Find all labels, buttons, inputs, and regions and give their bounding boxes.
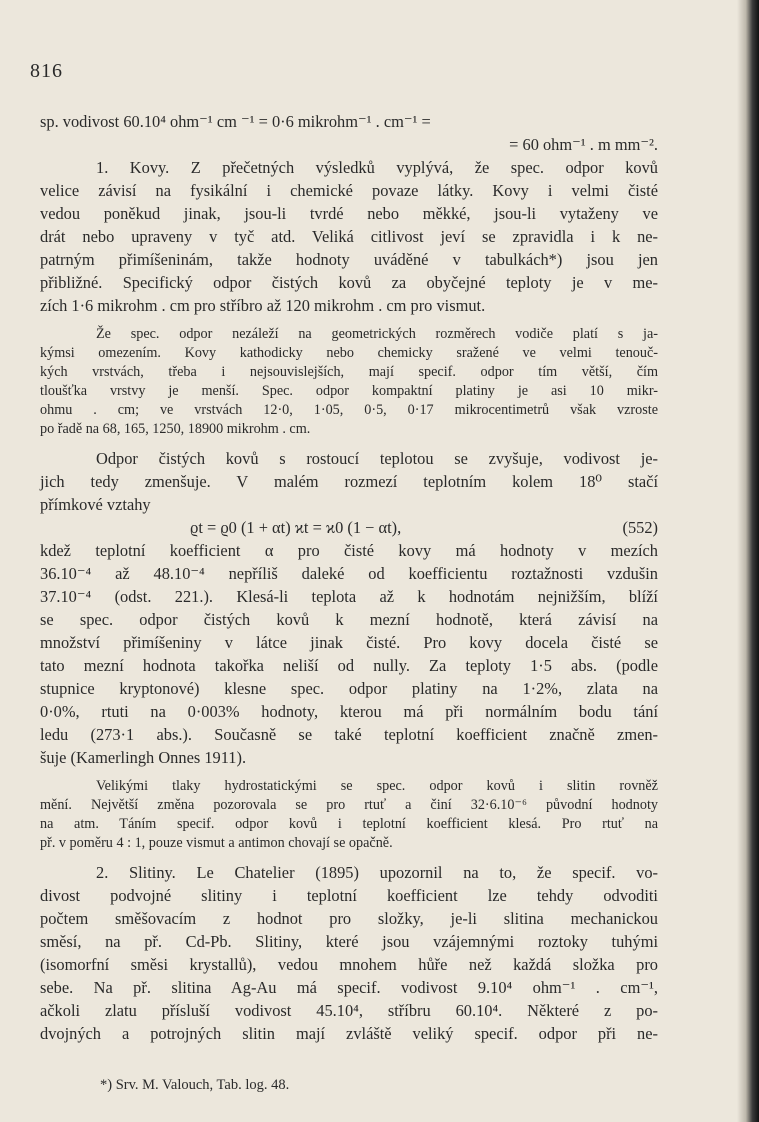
- text-line: [40, 133, 658, 156]
- line-text: přímkové vztahy: [40, 495, 151, 514]
- line-text: sp. vodivost 60.10⁴ ohm⁻¹ cm ⁻¹ = 0·6 mikrohm⁻¹ . cm⁻¹ =: [40, 112, 431, 131]
- line-text: směsí, na př. Cd-Pb. Slitiny, které jsou vzájemnými roztoky tuhými: [40, 932, 658, 951]
- text-line: [40, 562, 658, 585]
- line-text: zích 1·6 mikrohm . cm pro stříbro až 120 mikrohm . cm pro vismut.: [40, 296, 486, 315]
- text-line: [40, 447, 658, 470]
- line-text: jich tedy zmenšuje. V malém rozmezí teplotním kolem 18⁰ stačí: [40, 472, 658, 491]
- line-text: Velikými tlaky hydrostatickými se spec. odpor kovů i slitin rovněž: [96, 778, 658, 794]
- text-line: [40, 420, 658, 439]
- text-line: [40, 493, 658, 516]
- text-line: [40, 156, 658, 179]
- text-line: [40, 271, 658, 294]
- text-line: [40, 401, 658, 420]
- line-text: sebe. Na př. slitina Ag-Au má specif. vodivost 9.10⁴ ohm⁻¹ . cm⁻¹,: [40, 978, 658, 997]
- line-text: ačkoli zlatu přísluší vodivost 45.10⁴, stříbru 60.10⁴. Některé z po-: [40, 1001, 658, 1020]
- line-text: vedou poněkud jinak, jsou-li tvrdé nebo měkké, jsou-li vytaženy ve: [40, 204, 658, 223]
- line-text: ohmu . cm; ve vrstvách 12·0, 1·05, 0·5, 0·17 mikrocentimetrů však vzroste: [40, 402, 658, 418]
- line-text: Že spec. odpor nezáleží na geometrických rozměrech vodiče platí s ja-: [96, 326, 658, 342]
- equation-number: (552): [622, 518, 658, 537]
- text-line: [40, 815, 658, 834]
- line-text: kdež teplotní koefficient α pro čisté kovy má hodnoty v mezích: [40, 541, 658, 560]
- text-line: [40, 470, 658, 493]
- text-line: [40, 110, 658, 133]
- text-line: [40, 884, 658, 907]
- page-number: 816: [30, 60, 63, 82]
- line-text: stupnice kryptonové) klesne spec. odpor platiny na 1·2%, zlata na: [40, 679, 658, 698]
- text-line: [40, 654, 658, 677]
- line-text: počtem směšovacím z hodnot pro složky, je-li slitina mechanickou: [40, 909, 658, 928]
- text-line: [40, 861, 658, 884]
- text-line: [40, 631, 658, 654]
- line-text: kýmsi omezením. Kovy kathodicky nebo chemicky sražené ve velmi tenouč-: [40, 345, 658, 361]
- line-text: mění. Největší změna pozorovala se pro rtuť a činí 32·6.10⁻⁶ původní hodnoty: [40, 797, 658, 813]
- text-line: [40, 539, 658, 562]
- paragraph-gap: [40, 317, 658, 325]
- text-line: [40, 777, 658, 796]
- text-line: [40, 723, 658, 746]
- line-text: př. v poměru 4 : 1, pouze vismut a antimon chovají se opačně.: [40, 835, 393, 851]
- equation-line: [40, 516, 658, 539]
- paragraph-gap: [40, 853, 658, 861]
- text-line: [40, 746, 658, 769]
- line-text: (isomorfní směsi krystallů), vedou mnohem hůře než každá složka pro: [40, 955, 658, 974]
- line-text: ϱt = ϱ0 (1 + αt) ϰt = ϰ0 (1 − αt),: [190, 518, 402, 537]
- text-line: [40, 325, 658, 344]
- text-line: [40, 202, 658, 225]
- line-text: velice závisí na fysikální i chemické povaze látky. Kovy i velmi čisté: [40, 181, 658, 200]
- page-body: [40, 110, 658, 1045]
- text-line: [40, 907, 658, 930]
- text-line: [40, 294, 658, 317]
- text-line: [40, 796, 658, 815]
- line-text: přibližné. Specifický odpor čistých kovů za obyčejné teploty je v me-: [40, 273, 658, 292]
- line-text: patrným přimíšeninám, takže hodnoty uváděné v tabulkách*) jsou jen: [40, 250, 658, 269]
- line-text: Odpor čistých kovů s rostoucí teplotou se zvyšuje, vodivost je-: [96, 449, 658, 468]
- text-line: [40, 1022, 658, 1045]
- line-text: na atm. Táním specif. odpor kovů i teplotní koefficient klesá. Pro rtuť na: [40, 816, 658, 832]
- book-spine-shadow: [737, 0, 759, 1122]
- paragraph-gap: [40, 769, 658, 777]
- line-text: množství přimíšeniny v látce jinak čisté. Pro kovy docela čisté se: [40, 633, 658, 652]
- text-line: [40, 953, 658, 976]
- line-text: šuje (Kamerlingh Onnes 1911).: [40, 748, 247, 767]
- paragraph-gap: [40, 439, 658, 447]
- line-text: 36.10⁻⁴ až 48.10⁻⁴ nepříliš daleké od koefficientu roztažnosti vzdušin: [40, 564, 658, 583]
- line-text: drát nebo upraveny v tyč atd. Veliká citlivost jeví se zpravidla i k ne-: [40, 227, 658, 246]
- line-text: po řadě na 68, 165, 1250, 18900 mikrohm . cm.: [40, 421, 311, 437]
- text-line: [40, 363, 658, 382]
- text-line: [40, 248, 658, 271]
- line-text: se spec. odpor čistých kovů k mezní hodnotě, která závisí na: [40, 610, 658, 629]
- line-text: ledu (273·1 abs.). Současně se také teplotní koefficient značně zmen-: [40, 725, 658, 744]
- text-line: [40, 608, 658, 631]
- line-text: tloušťka vrstvy je menší. Spec. odpor kompaktní platiny je asi 10 mikr-: [40, 383, 658, 399]
- text-line: [40, 700, 658, 723]
- line-text: 2. Slitiny. Le Chatelier (1895) upozornil na to, že specif. vo-: [96, 863, 658, 882]
- line-text: tato mezní hodnota takořka neliší od nully. Za teploty 1·5 abs. (podle: [40, 656, 658, 675]
- text-line: [40, 677, 658, 700]
- text-line: [40, 344, 658, 363]
- text-line: [40, 585, 658, 608]
- line-text: divost podvojné slitiny i teplotní koefficient lze tehdy odvoditi: [40, 886, 658, 905]
- text-line: [40, 999, 658, 1022]
- line-text: = 60 ohm⁻¹ . m mm⁻².: [509, 135, 658, 154]
- line-text: 1. Kovy. Z přečetných výsledků vyplývá, že spec. odpor kovů: [96, 158, 658, 177]
- line-text: 0·0%, rtuti na 0·003% hodnoty, kterou má při normálním bodu tání: [40, 702, 658, 721]
- footnote: *) Srv. M. Valouch, Tab. log. 48.: [100, 1077, 290, 1093]
- line-text: kých vrstvách, třeba i nejsouvislejších, mají specif. odpor tím větší, čím: [40, 364, 658, 380]
- text-line: [40, 179, 658, 202]
- text-line: [40, 976, 658, 999]
- text-line: [40, 382, 658, 401]
- text-line: [40, 225, 658, 248]
- text-line: [40, 930, 658, 953]
- line-text: 37.10⁻⁴ (odst. 221.). Klesá-li teplota až k hodnotám nejnižším, blíží: [40, 587, 658, 606]
- text-line: [40, 834, 658, 853]
- line-text: dvojných a potrojných slitin mají zvláště veliký specif. odpor při ne-: [40, 1024, 658, 1043]
